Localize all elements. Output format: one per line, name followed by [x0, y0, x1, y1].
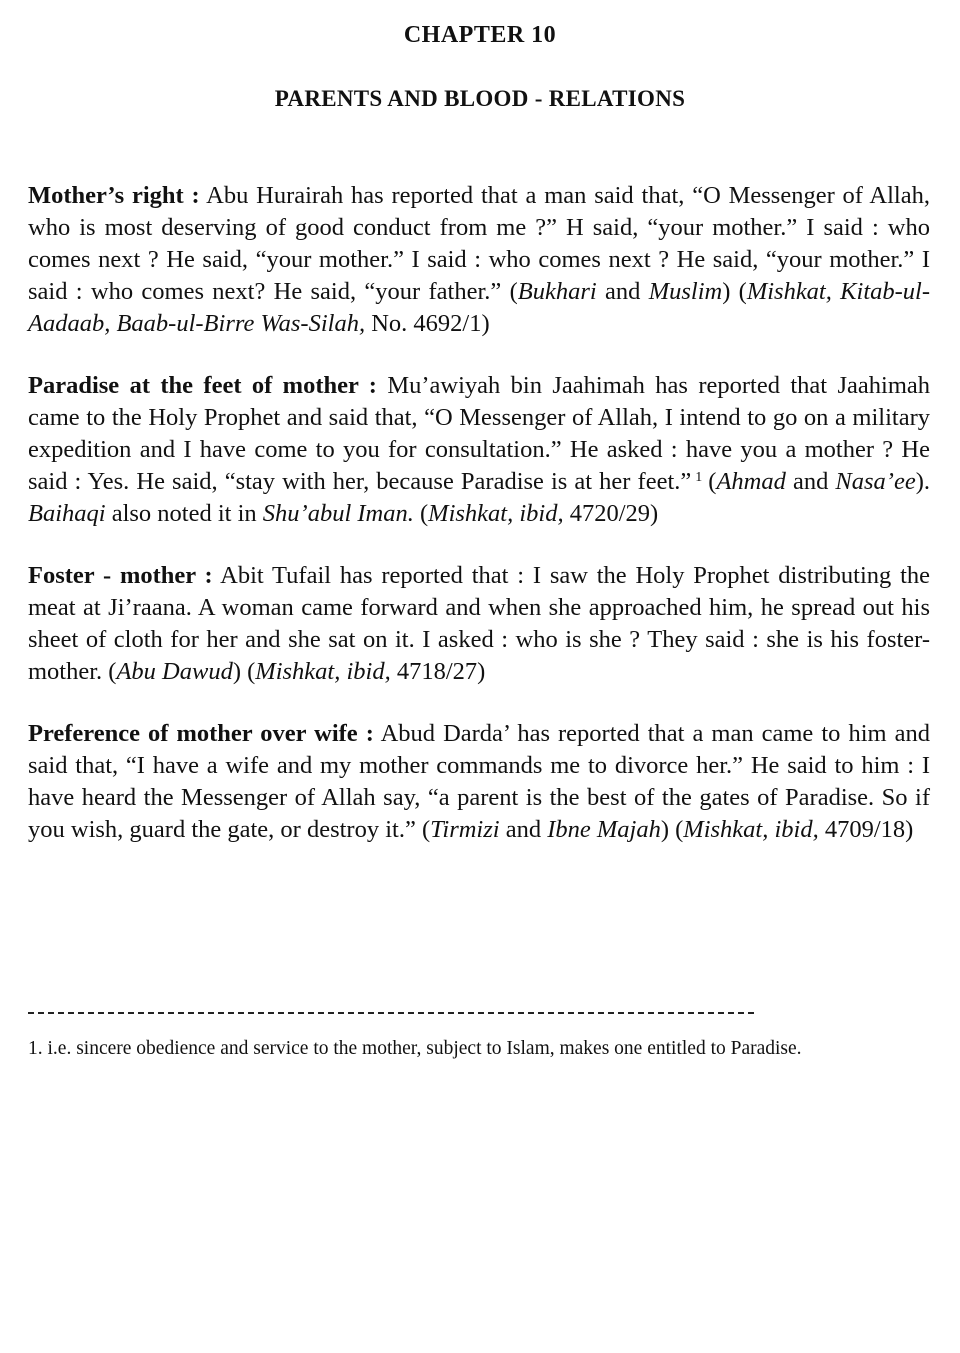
paragraph-foster-mother [28, 560, 930, 688]
citation: Mishkat, ibid, [428, 500, 564, 527]
citation: Tirmizi [430, 816, 500, 843]
citation: Ahmad [716, 468, 786, 495]
citation: Abu Dawud [116, 658, 233, 685]
citation: Mishkat, ibid, [683, 816, 819, 843]
paragraph-heading: Preference of mother over wife : [28, 720, 374, 747]
paragraph-mothers-right [28, 180, 930, 340]
paragraph-text: 4718/27) [390, 658, 486, 685]
footnote-divider [28, 1012, 754, 1014]
paragraph-text: also noted it in [105, 500, 263, 527]
paragraph-text: ). [915, 468, 930, 495]
paragraph-text: No. 4692/1) [365, 310, 490, 337]
paragraph-heading: Mother’s right : [28, 182, 200, 209]
citation: Nasa’ee [835, 468, 916, 495]
citation: Shu’abul Iman. [262, 500, 414, 527]
footnote: 1. i.e. sincere obedience and service to the mother, subject to Islam, makes one entitled to Paradise. [28, 1038, 802, 1059]
paragraph-text: Mu’awiyah bin Jaahimah has reported that Jaahimah came to the Holy Prophet and said that, “O Messenger of Allah, I intend to go on a military expedition and I have come to you for consultation.” He asked : have you a mother ? He said : Yes. He said, “stay with her, because Paradise is at her feet.” [28, 372, 930, 495]
paragraph-heading: Paradise at the feet of mother : [28, 372, 377, 399]
chapter-label: CHAPTER 10 [403, 22, 557, 48]
citation: Mishkat, ibid, [255, 658, 391, 685]
paragraph-text: and [499, 816, 548, 843]
paragraph-mother-over-wife [28, 718, 930, 846]
paragraph-text: Abu Hurairah has reported that a man said that, “O Messenger of Allah, who is most deserving of good conduct from me ?” H said, “your mother.” I said : who comes next ? He said, “your mother.” I said : who comes next ? He said, “your mother.” I said : who comes next? He said, “your father.” ( [28, 182, 930, 305]
citation: Ibne Majah [547, 816, 661, 843]
chapter-title: PARENTS AND BLOOD - RELATIONS [274, 86, 686, 111]
paragraph-text: ( [708, 468, 717, 495]
paragraph-text: ( [413, 500, 429, 527]
paragraph-text: 4709/18) [818, 816, 914, 843]
citation: Bukhari [517, 278, 597, 305]
paragraph-text: ) ( [722, 278, 747, 305]
paragraph-paradise-at-feet [28, 370, 930, 530]
paragraph-heading: Foster - mother : [28, 562, 213, 589]
paragraph-text: Abud Darda’ has reported that a man came to him and said that, “I have a wife and my mother commands me to divorce her.” He said to him : I have heard the Messenger of Allah say, “a parent is the best of the gates of Paradise. So if you wish, guard the gate, or destroy it.” ( [28, 720, 930, 843]
citation: Muslim [648, 278, 723, 305]
paragraph-text: and [785, 468, 836, 495]
paragraph-text: and [596, 278, 649, 305]
citation: Mishkat, Kitab-ul-Aadaab, Baab-ul-Birre Was-Silah, [28, 278, 931, 337]
paragraph-text: ) ( [660, 816, 684, 843]
paragraph-text: Abit Tufail has reported that : I saw the Holy Prophet distributing the meat at Ji’raana. A woman came forward and when she approached him, he spread out his sheet of cloth for her and she sat on it. I asked : who is she ? They said : she is his foster-mother. ( [28, 562, 931, 685]
body-text [28, 180, 930, 876]
paragraph-text: ) ( [232, 658, 256, 685]
footnote-reference: 1 [695, 470, 703, 485]
paragraph-text: 4720/29) [563, 500, 659, 527]
citation: Baihaqi [28, 500, 106, 527]
